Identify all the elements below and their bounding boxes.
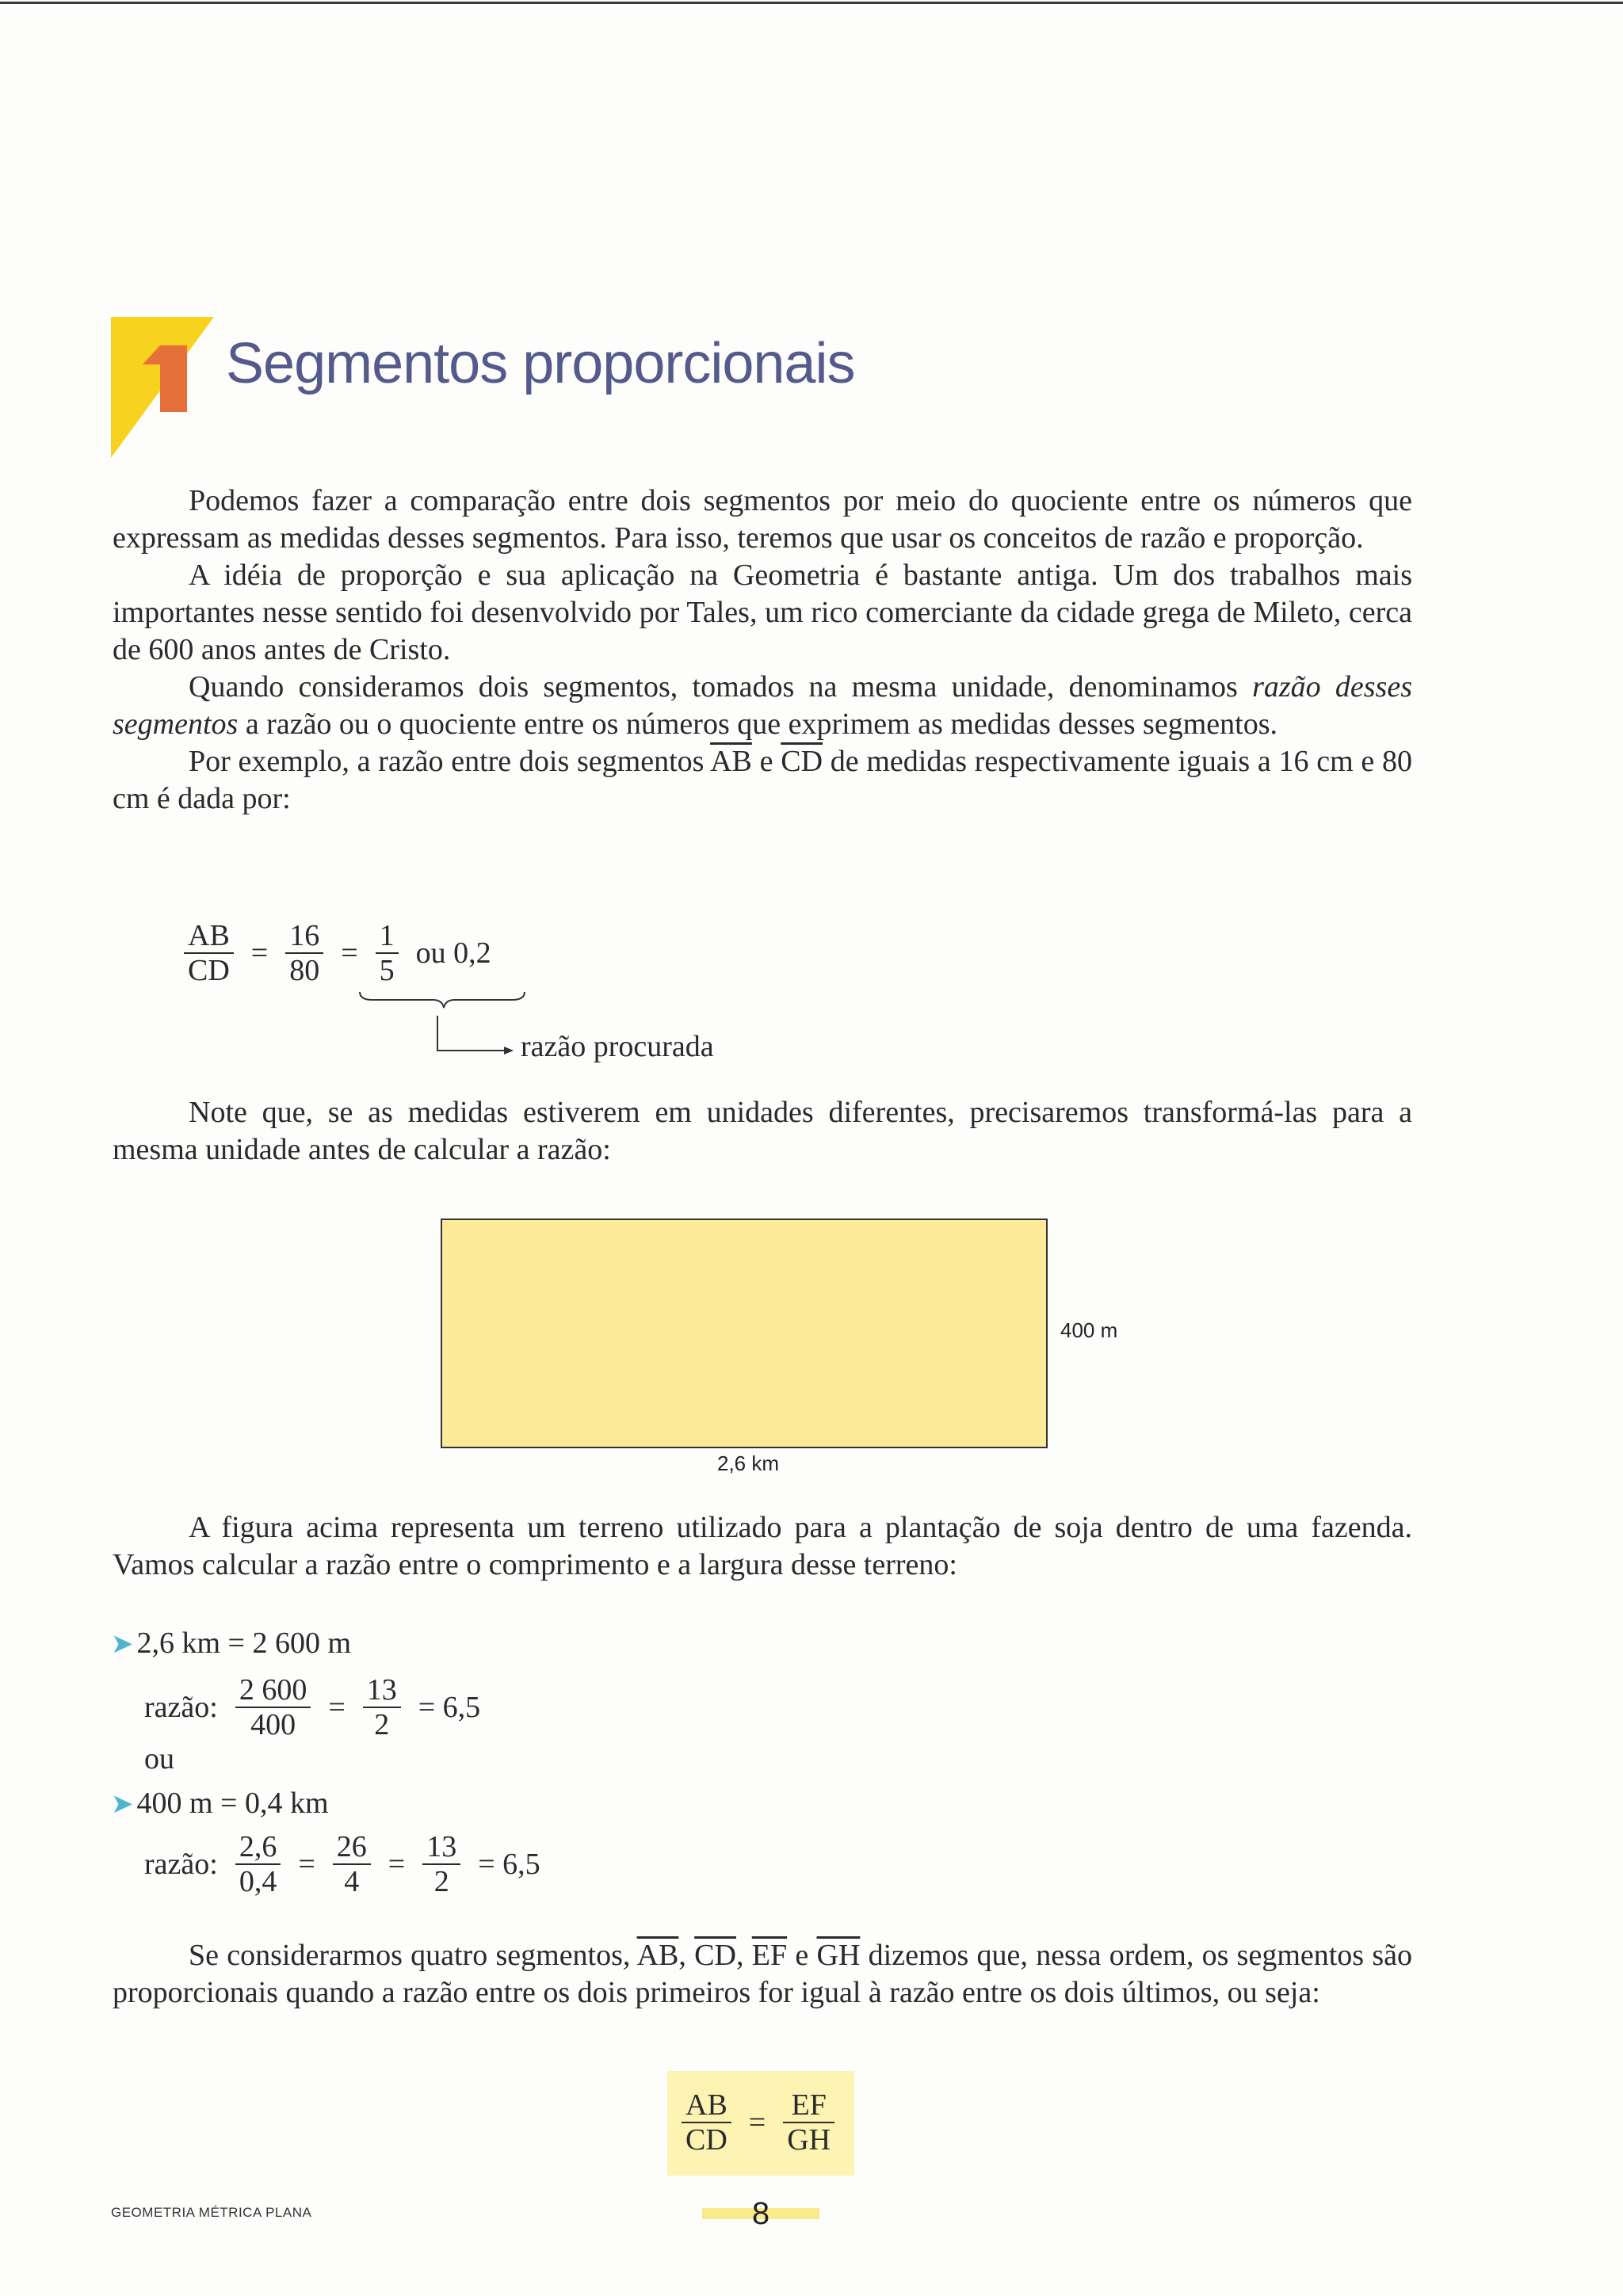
- annotation-label: razão procurada: [521, 1030, 714, 1063]
- height-label: 400 m: [1060, 1318, 1118, 1342]
- proportional-text: Se considerarmos quatro segmentos, $\overline{AB}$, $\overline{CD}$, $\overline{EF}$ e $\overline{GH}$ dizemos que, nessa ordem, os segmentos são proporcionais quando a razão entre os dois primeiros for igual à razão entre os dois últimos, ou seja:: [113, 1939, 1413, 2009]
- annotation-bracket: [357, 989, 531, 1060]
- segment-ab: $\overline{AB}$: [636, 1939, 679, 1972]
- fraction-2600-400: $\frac{2 600}{400}$: [235, 1673, 311, 1741]
- arrow-bullet-icon: ➤: [111, 1630, 134, 1659]
- book-title-footer: GEOMETRIA MÉTRICA PLANA: [111, 2205, 312, 2220]
- fraction-ab-cd: $\frac{AB}{CD}$: [184, 919, 234, 987]
- fraction-ef-gh: $\frac{EF}{GH}$: [783, 2088, 834, 2157]
- segment-cd: $\overline{CD}$: [781, 745, 823, 778]
- fraction-2-6-0-4: $\frac{2,6}{0,4}$: [235, 1830, 281, 1898]
- ratio-example-equation: $\frac{AB}{CD}$ = $\frac{16}{80}$ = $\frac{1}{5}$ ou 0,2: [184, 919, 491, 987]
- segment-ab: $\overline{AB}$: [710, 745, 752, 778]
- proportion-equation: $\frac{AB}{CD}$ = $\frac{EF}{GH}$: [682, 2088, 834, 2157]
- or-label: ou: [144, 1742, 174, 1775]
- intro-paragraph-1: Podemos fazer a comparação entre dois segmentos por meio do quociente entre os números que expressam as medidas desses segmentos. Para isso, teremos que usar os conceitos de razão e proporção.: [113, 484, 1412, 555]
- fraction-ab-cd: $\frac{AB}{CD}$: [682, 2088, 731, 2157]
- fraction-13-2: $\frac{13}{2}$: [422, 1830, 460, 1898]
- arrow-bullet-icon: ➤: [111, 1790, 134, 1819]
- intro-paragraph-2: A idéia de proporção e sua aplicação na Geometria é bastante antiga. Um dos trabalhos mais importantes nesse sentido foi desenvolvido por Tales, um rico comerciante da cidade grega de Mileto, cerca de 600 anos antes de Cristo.: [113, 559, 1412, 666]
- ratio-calc-1: razão: $\frac{2 600}{400}$ = $\frac{13}{2}$ = 6,5: [144, 1673, 481, 1741]
- fraction-26-4: $\frac{26}{4}$: [333, 1830, 371, 1898]
- intro-paragraph-4: Por exemplo, a razão entre dois segmentos $\overline{AB}$ e $\overline{CD}$ de medidas respectivamente iguais a 16 cm e 80 cm é dada por:: [113, 745, 1412, 815]
- segment-ef: $\overline{EF}$: [751, 1939, 788, 1972]
- term-razao-segmentos: razão desses segmentos: [113, 670, 1412, 741]
- intro-paragraph-3: Quando consideramos dois segmentos, tomados na mesma unidade, denominamos razão desses segmentos a razão ou o quociente entre os números que exprimem as medidas desses segmentos.: [113, 670, 1412, 741]
- segment-gh: $\overline{GH}$: [816, 1939, 861, 1972]
- segment-cd: $\overline{CD}$: [694, 1939, 736, 1972]
- chapter-title: Segmentos proporcionais: [226, 332, 855, 395]
- chapter-number-badge: [111, 317, 222, 460]
- decimal-alternative: ou 0,2: [415, 936, 491, 970]
- fraction-13-2: $\frac{13}{2}$: [363, 1673, 401, 1741]
- intro-text: [113, 482, 1412, 818]
- note-text: Note que, se as medidas estiverem em unidades diferentes, precisaremos transformá-las para a mesma unidade antes de calcular a razão:: [113, 1096, 1412, 1166]
- top-rule: [0, 2, 1623, 4]
- fraction-1-5: $\frac{1}{5}$: [376, 919, 399, 987]
- page-number: 8: [751, 2196, 770, 2231]
- terrain-rectangle: [441, 1219, 1048, 1448]
- fraction-16-80: $\frac{16}{80}$: [285, 919, 323, 987]
- width-label: 2,6 km: [717, 1451, 780, 1475]
- conversion-2: ➤ 400 m = 0,4 km: [111, 1787, 329, 1820]
- conversion-1: ➤ 2,6 km = 2 600 m: [111, 1627, 352, 1660]
- figure-description: A figura acima representa um terreno utilizado para a plantação de soja dentro de uma fazenda. Vamos calcular a razão entre o comprimento e a largura desse terreno:: [113, 1511, 1412, 1581]
- ratio-calc-2: razão: $\frac{2,6}{0,4}$ = $\frac{26}{4}$ = $\frac{13}{2}$ = 6,5: [144, 1830, 540, 1898]
